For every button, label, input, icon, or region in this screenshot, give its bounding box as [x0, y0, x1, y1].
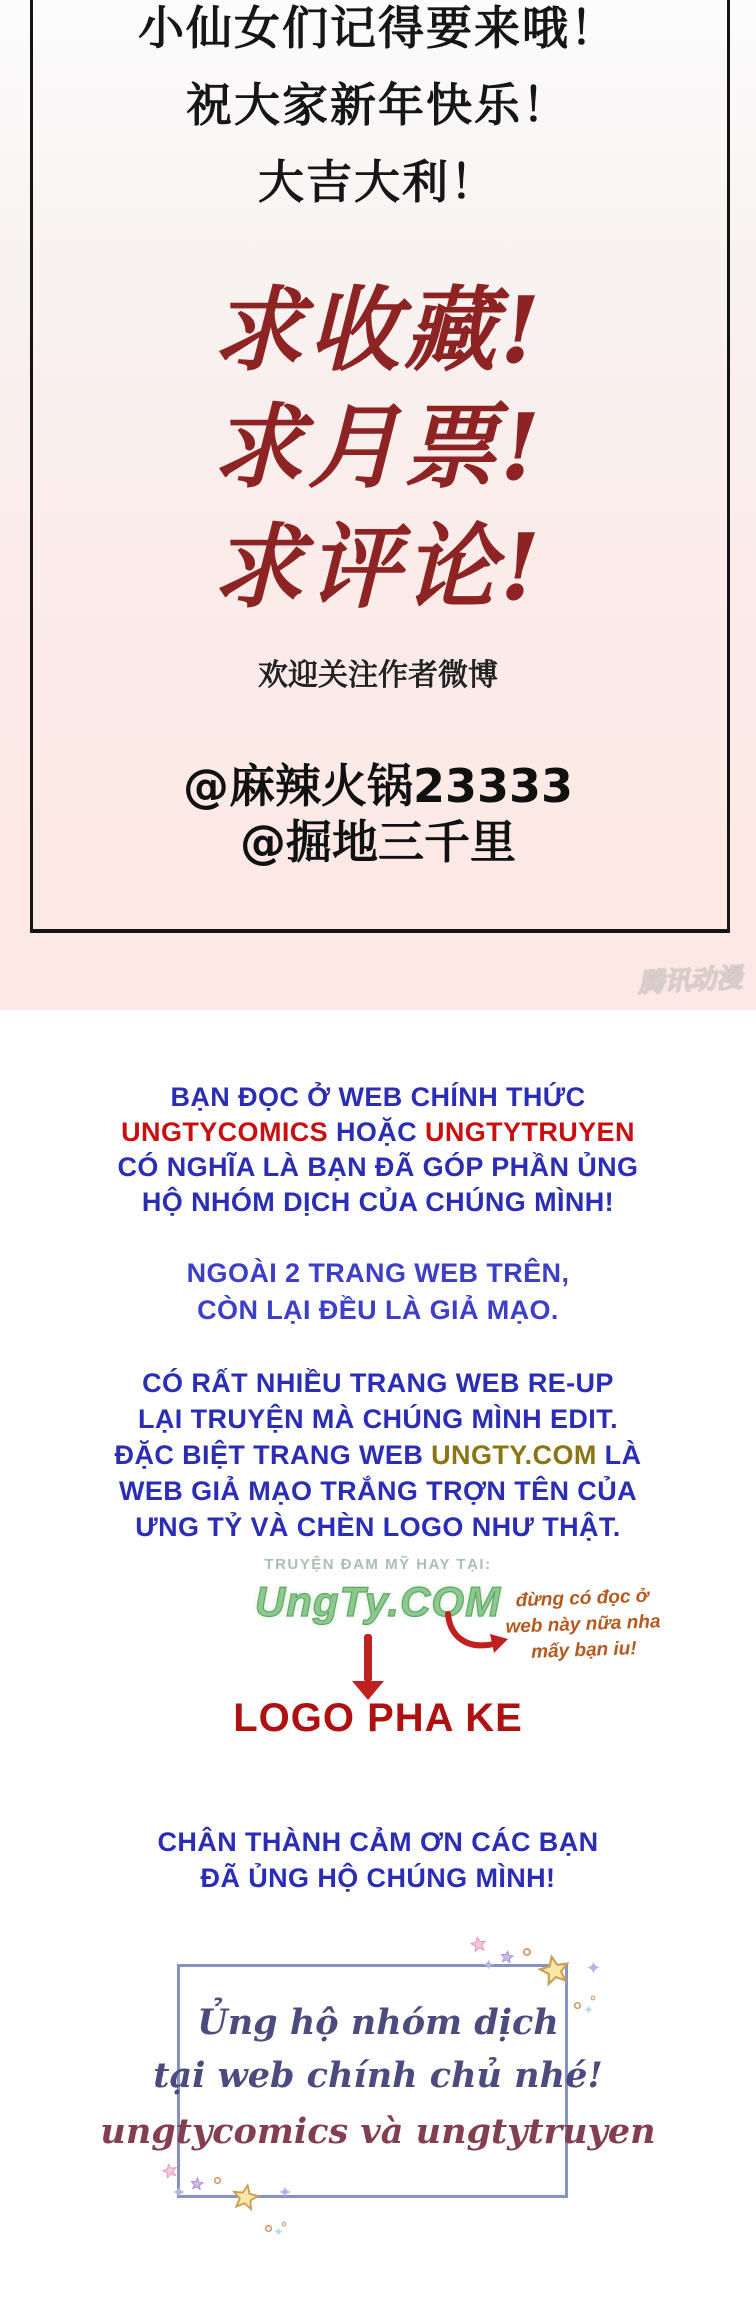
notice-line-text: LÀ: [596, 1440, 642, 1470]
card-border-bottom: [30, 929, 730, 933]
tencent-comics-watermark: 腾讯动漫: [637, 963, 743, 999]
weibo-account: @麻辣火锅23333: [182, 759, 574, 813]
notice-line: NGOÀI 2 TRANG WEB TRÊN,: [186, 1258, 570, 1288]
notice-line: ƯNG TỶ VÀ CHÈN LOGO NHƯ THẬT.: [135, 1512, 621, 1542]
support-box-sites-line: ungtycomics và ungtytruyen: [100, 2111, 656, 2152]
sparkle-icon: [587, 1961, 600, 1974]
notice-line: BẠN ĐỌC Ở WEB CHÍNH THỨC: [170, 1082, 586, 1112]
official-web-paragraph: [0, 1080, 756, 1220]
fake-site-logo: UngTy.COM: [254, 1578, 502, 1625]
greeting-line: 小仙女们记得要来哦！: [138, 1, 618, 55]
reup-warning-paragraph: [0, 1365, 756, 1545]
note-line: mấy bạn iu!: [530, 1638, 638, 1663]
note-line: đừng có đọc ở: [515, 1585, 649, 1612]
greeting-line: 祝大家新年快乐！: [186, 78, 570, 132]
support-box-line: Ủng hộ nhóm dịch: [197, 2002, 559, 2043]
ring-icon: [264, 2224, 273, 2233]
notice-line: [0, 1115, 756, 1150]
note-line: web này nữa nha: [505, 1611, 661, 1638]
notice-line: HỘ NHÓM DỊCH CỦA CHÚNG MÌNH!: [141, 1187, 615, 1217]
sparkle-icon: [584, 2005, 593, 2014]
star-icon: [534, 1950, 573, 1989]
star-icon: [499, 1949, 515, 1965]
ring-icon: [522, 1947, 532, 1957]
ring-icon: [213, 2176, 222, 2185]
sparkle-icon: [279, 2186, 291, 2198]
notice-line-text: ĐẶC BIỆT TRANG WEB: [114, 1440, 432, 1470]
notice-line: CHÂN THÀNH CẢM ƠN CÁC BẠN: [157, 1827, 599, 1857]
notice-line: CÓ NGHĨA LÀ BẠN ĐÃ GÓP PHẦN ỦNG: [117, 1152, 639, 1182]
down-arrow-icon: [364, 1634, 372, 1682]
notice-line-text: HOẶC: [328, 1117, 425, 1147]
notice-line: LẠI TRUYỆN MÀ CHÚNG MÌNH EDIT.: [138, 1404, 618, 1434]
site-name-text: UNGTYCOMICS: [121, 1117, 329, 1147]
ring-icon: [590, 1995, 596, 2001]
notice-line: ĐÃ ỦNG HỘ CHÚNG MÌNH!: [200, 1863, 556, 1893]
notice-line: CÓ RẤT NHIỀU TRANG WEB RE-UP: [142, 1368, 614, 1398]
request-collect-line: 求收藏!: [211, 276, 545, 384]
sparkle-icon: [173, 2186, 185, 2198]
ring-icon: [573, 2001, 582, 2010]
weibo-account: @掘地三千里: [240, 815, 516, 869]
weibo-heading: 欢迎关注作者微博: [258, 658, 498, 693]
fake-logo-tagline: TRUYỆN ĐAM MỸ HAY TẠI:: [264, 1556, 492, 1573]
star-icon: [468, 1934, 488, 1954]
sparkle-icon: [274, 2227, 283, 2236]
notice-line: [0, 1437, 756, 1473]
notice-line: CÒN LẠI ĐỀU LÀ GIẢ MẠO.: [197, 1295, 559, 1325]
fake-logo-caption: LOGO PHA KE: [233, 1696, 523, 1740]
thanks-paragraph: [0, 1824, 756, 1896]
request-vote-line: 求月票!: [211, 393, 545, 501]
site-name-text: UNGTYTRUYEN: [424, 1117, 635, 1147]
notice-line: WEB GIẢ MẠO TRẮNG TRỢN TÊN CỦA: [119, 1476, 637, 1506]
sparkle-icon: [483, 1959, 494, 1970]
greeting-line: 大吉大利！: [258, 155, 498, 209]
star-icon: [189, 2176, 204, 2191]
star-icon: [228, 2180, 262, 2214]
fake-warning-paragraph: [0, 1255, 756, 1329]
handwritten-note: [497, 1583, 670, 1667]
support-box-line: tại web chính chủ nhé!: [153, 2055, 603, 2096]
request-comment-line: 求评论!: [211, 513, 545, 621]
fake-site-name-text: UNGTY.COM: [431, 1440, 597, 1470]
